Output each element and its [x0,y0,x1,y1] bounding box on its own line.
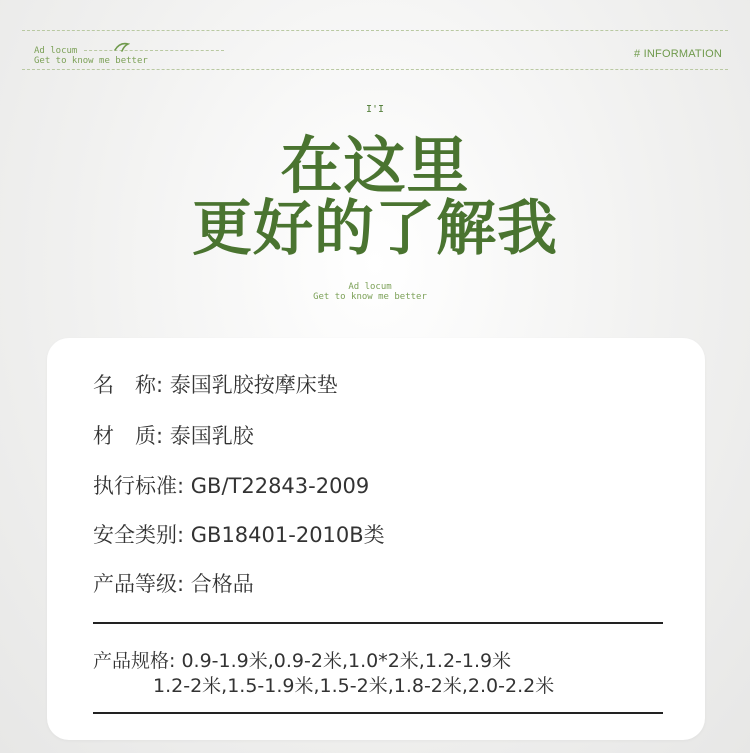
spec-row-name [93,372,338,398]
spec-row-grade [93,571,254,597]
quote-mark: I'I [366,104,385,115]
header-caption-line1: Ad locum [34,46,78,56]
subtitle-line1: Ad locum [348,282,392,292]
spec-divider-top [93,622,663,624]
spec-label-standard: 执行标准: [93,474,185,498]
leaf-icon [114,42,130,52]
spec-row-material [93,423,254,449]
page-title-line2: 更好的了解我 [192,194,558,264]
spec-value-standard: GB/T22843-2009 [190,474,370,498]
spec-label-size: 产品规格: [93,650,176,672]
subtitle-line2: Get to know me better [313,292,427,302]
spec-label-safety: 安全类别: [93,523,185,547]
page-title-line1: 在这里 [280,129,470,202]
spec-label-grade: 产品等级: [93,572,185,596]
spec-divider-bottom [93,712,663,714]
spec-card [47,338,705,740]
spec-label-material: 材 质: [93,424,164,448]
spec-value-name: 泰国乳胶按摩床垫 [169,373,338,397]
spec-value-grade: 合格品 [190,572,254,596]
caption-rule [84,50,224,51]
spec-value-material: 泰国乳胶 [169,424,254,448]
header-caption-line2: Get to know me better [34,56,148,66]
spec-value-size-line1: 0.9-1.9米,0.9-2米,1.0*2米,1.2-1.9米 [181,650,512,672]
subtitle-caption [0,282,740,302]
spec-label-name: 名 称: [93,373,164,397]
spec-row-standard [93,473,369,499]
spec-value-size-line2: 1.2-2米,1.5-1.9米,1.5-2米,1.8-2米,2.0-2.2米 [153,675,555,697]
top-dashed-divider [22,30,728,31]
spec-value-safety: GB18401-2010B类 [190,523,385,547]
information-label: # INFORMATION [634,48,722,60]
header-dashed-divider [22,69,728,70]
spec-row-size [93,648,511,674]
header-caption [34,46,148,66]
spec-row-safety [93,522,385,548]
